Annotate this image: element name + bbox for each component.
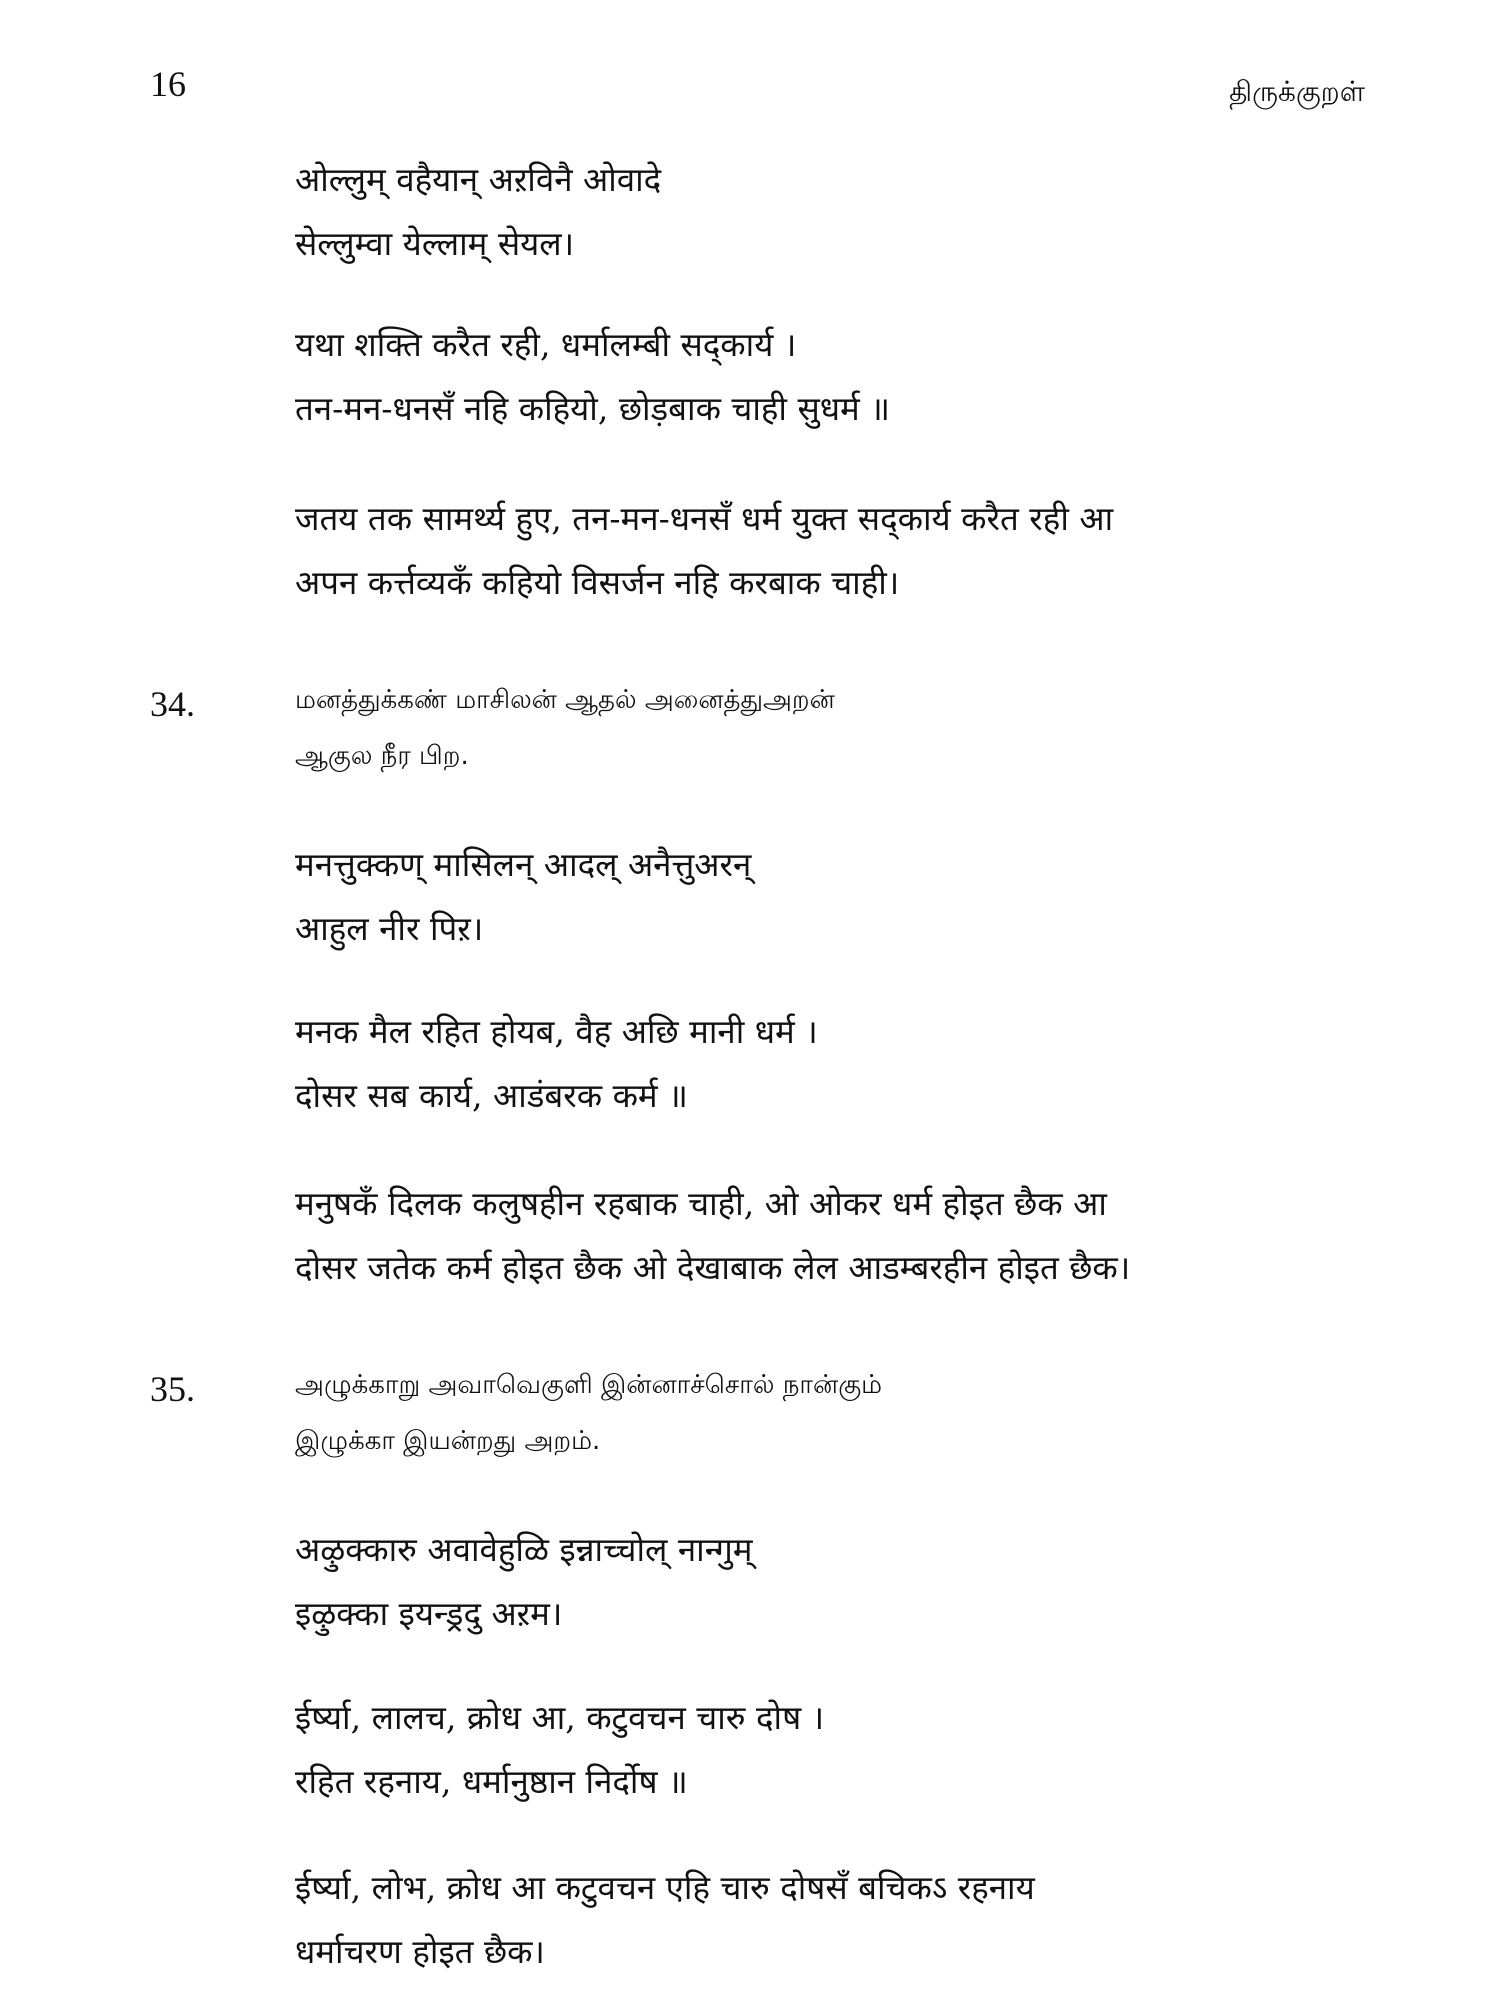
verse-34-meaning — [295, 1172, 1415, 1300]
verse-35-tamil — [295, 1357, 1415, 1469]
verse-34-couplet — [295, 1000, 1415, 1128]
couplet-line: तन-मन-धनसँ नहि कहियो, छोड़बाक चाही सुधर्म ॥ — [295, 389, 891, 428]
meaning-line: दोसर जतेक कर्म होइत छैक ओ देखाबाक लेल आडम्बरहीन होइत छैक। — [295, 1248, 1131, 1287]
couplet-line: यथा शक्ति करैत रही, धर्मालम्बी सद्कार्य । — [295, 325, 797, 364]
meaning-line: धर्माचरण होइत छैक। — [295, 1932, 545, 1971]
verse-34-transliteration — [295, 833, 1415, 961]
transliteration-line: आहुल नीर पिऱ। — [295, 909, 484, 948]
verse-34-tamil — [295, 672, 1415, 784]
verse-35-meaning — [295, 1856, 1415, 1984]
couplet-line: मनक मैल रहित होयब, वैह अछि मानी धर्म । — [295, 1012, 818, 1051]
tamil-line: ஆகுல நீர பிற. — [295, 741, 469, 771]
verse-33-couplet — [295, 313, 1415, 441]
verse-33-transliteration — [295, 148, 1415, 276]
couplet-line: दोसर सब कार्य, आडंबरक कर्म ॥ — [295, 1076, 688, 1115]
verse-35-couplet — [295, 1686, 1415, 1814]
transliteration-line: ओल्लुम् वहैयान् अऱविनै ओवादे — [295, 160, 662, 199]
couplet-line: रहित रहनाय, धर्मानुष्ठान निर्दोष ॥ — [295, 1762, 688, 1801]
transliteration-line: इऴुक्का इयन्ड्रदु अऱम। — [295, 1594, 563, 1633]
tamil-line: மனத்துக்கண் மாசிலன் ஆதல் அனைத்துஅறன் — [295, 685, 835, 715]
meaning-line: अपन कर्त्तव्यकँ कहियो विसर्जन नहि करबाक चाही। — [295, 563, 900, 602]
book-title-header: திருக்குறள் — [1229, 75, 1365, 108]
meaning-line: ईर्ष्या, लोभ, क्रोध आ कटुवचन एहि चारु दोषसँ बचिकऽ रहनाय — [295, 1868, 1035, 1907]
tamil-line: அழுக்காறு அவாவெகுளி இன்னாச்சொல் நான்கும் — [295, 1370, 883, 1400]
verse-number-34: 34. — [150, 684, 195, 724]
transliteration-line: सेल्लुम्वा येल्लाम् सेयल। — [295, 224, 575, 263]
verse-35-transliteration — [295, 1518, 1415, 1646]
verse-33-meaning — [295, 487, 1415, 615]
transliteration-line: मनत्तुक्कण् मासिलन् आदल् अनैत्तुअरन् — [295, 845, 752, 884]
page-number: 16 — [150, 64, 186, 104]
meaning-line: जतय तक सामर्थ्य हुए, तन-मन-धनसँ धर्म युक्त सद्कार्य करैत रही आ — [295, 499, 1114, 538]
meaning-line: मनुषकँ दिलक कलुषहीन रहबाक चाही, ओ ओकर धर्म होइत छैक आ — [295, 1184, 1107, 1223]
transliteration-line: अऴुक्कारु अवावेहुळि इन्नाच्चोल् नान्गुम् — [295, 1530, 753, 1569]
verse-number-35: 35. — [150, 1369, 195, 1409]
couplet-line: ईर्ष्या, लालच, क्रोध आ, कटुवचन चारु दोष । — [295, 1698, 825, 1737]
tamil-line: இழுக்கா இயன்றது அறம். — [295, 1426, 601, 1456]
